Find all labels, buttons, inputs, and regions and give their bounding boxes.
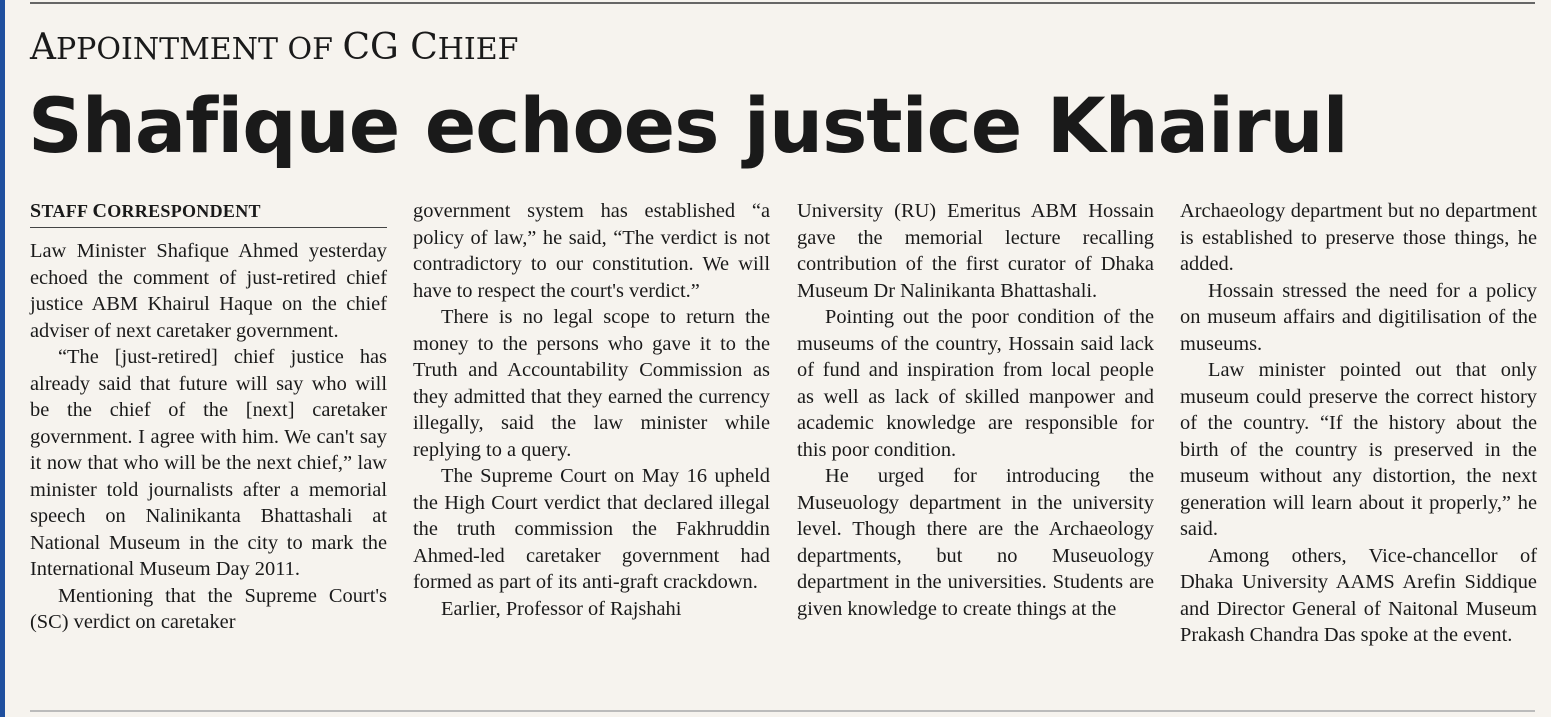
paragraph: University (RU) Emeritus ABM Hossain gave the memorial lecture recalling contribution of the first curator of Dhaka Museum Dr Nalinikanta Bhattashali.: [797, 200, 1154, 302]
bottom-rule: [30, 710, 1535, 712]
paragraph: Hossain stressed the need for a policy on museum affairs and digitilisation of the museums.: [1180, 279, 1537, 355]
paragraph: Archaeology department but no department is established to preserve those things, he added.: [1180, 200, 1537, 275]
paragraph: Mentioning that the Supreme Court's (SC) verdict on caretaker: [30, 584, 387, 633]
paragraph: He urged for introducing the Museuology department in the university level. Though there are the Archaeology departments, but no Museuology department in the universities. Students are given knowledge to create things at the: [797, 465, 1154, 620]
article-column-4: [1180, 198, 1537, 649]
top-rule: [30, 2, 1535, 4]
paragraph: The Supreme Court on May 16 upheld the High Court verdict that declared illegal the truth commission the Fakhruddin Ahmed-led caretaker government had formed as part of its anti-graft crackdown.: [413, 465, 770, 593]
paragraph: government system has established “a policy of law,” he said, “The verdict is not contradictory to our constitution. We will have to respect the court's verdict.”: [413, 200, 770, 302]
paragraph: Earlier, Professor of Rajshahi: [441, 597, 682, 620]
paragraph: Among others, Vice-chancellor of Dhaka University AAMS Arefin Siddique and Director General of Naitonal Museum Prakash Chandra Das spoke at the event.: [1180, 544, 1537, 646]
article-kicker: APPOINTMENT OF CG CHIEF: [30, 27, 519, 68]
article-column-3: [797, 198, 1154, 622]
paragraph: Pointing out the poor condition of the museums of the country, Hossain said lack of fund and inspiration from local people as well as lack of skilled manpower and academic knowledge are responsible for this poor condition.: [797, 306, 1154, 461]
article-headline: Shafique echoes justice Khairul: [28, 81, 1348, 170]
paragraph: Law Minister Shafique Ahmed yesterday echoed the comment of just-retired chief justice ABM Khairul Haque on the chief adviser of next caretaker government.: [30, 240, 387, 342]
paragraph: “The [just-retired] chief justice has already said that future will say who will be the chief of the [next] caretaker government. I agree with him. We can't say it now that who will be the next chief,” law minister told journalists after a memorial speech on Nalinikanta Bhattashali at National Museum in the city to mark the International Museum Day 2011.: [30, 346, 387, 580]
article-column-2: [413, 198, 770, 622]
paragraph: Law minister pointed out that only museum could preserve the correct history of the country. “If the history about the birth of the country is preserved in the museum without any distortion, the next generation will learn about it properly,” he said.: [1180, 359, 1537, 540]
article-column-1: [30, 198, 387, 636]
byline: STAFF CORRESPONDENT: [30, 198, 387, 228]
paragraph: There is no legal scope to return the money to the persons who gave it to the Truth and Accountability Commission as they admitted that they earned the currency illegally, said the law minister while replying to a query.: [413, 306, 770, 461]
page-edge-accent: [0, 0, 5, 717]
